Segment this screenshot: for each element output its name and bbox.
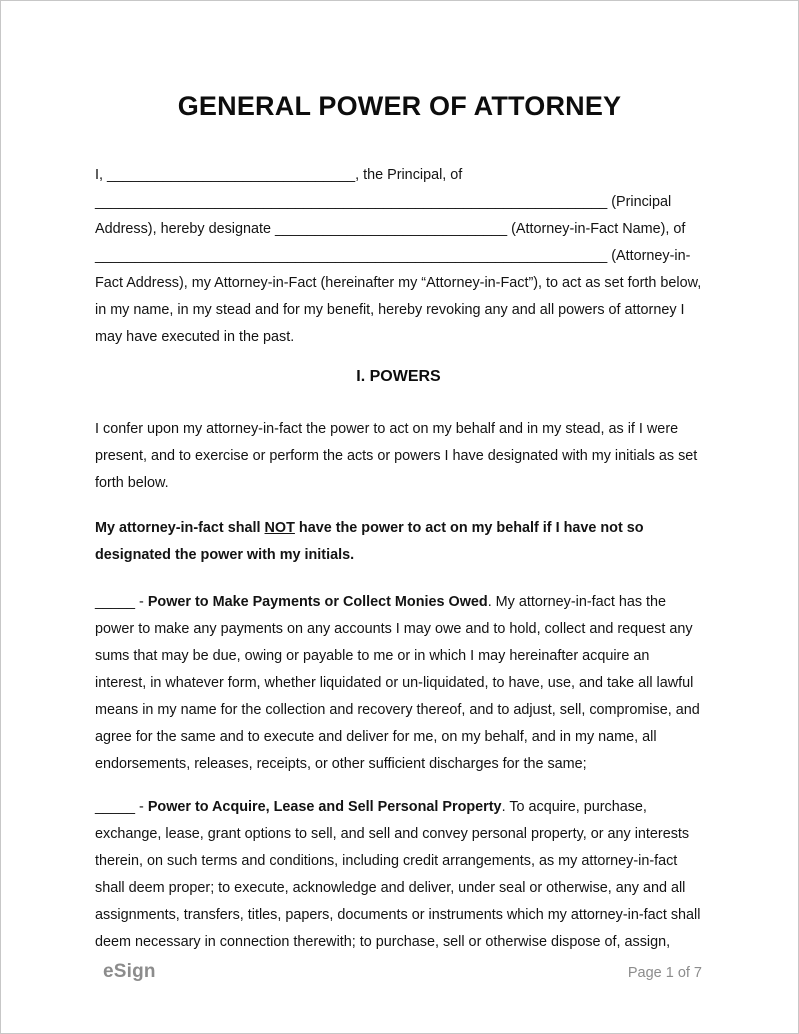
document-title: GENERAL POWER OF ATTORNEY [177,91,622,121]
initials-blank: _____ - [95,799,148,815]
notice-text-post: have the power to act on my behalf if I have not so designated the power with my initials. [95,520,644,563]
power-clause-name: Power to Make Payments or Collect Monies Owed [147,594,488,610]
page-footer [103,961,702,983]
power-clause-payments [95,589,702,778]
document-body [1,162,798,956]
notice-emphasis: NOT [264,520,295,536]
power-clause-personal-property [95,794,702,956]
notice-text-pre: My attorney-in-fact shall [95,520,265,536]
section-heading-powers: I. POWERS [356,368,441,385]
powers-intro-paragraph: I confer upon my attorney-in-fact the power to act on my behalf and in my stead, as if I were present, and to exercise or perform the acts or powers I have designated with my initials as set forth below. [95,421,698,491]
power-clause-body: . My attorney-in-fact has the power to make any payments on any accounts I may owe and to hold, collect and request any sums that may be due, owing or payable to me or in which I may hereinafter acquire an interest, in whatever form, whether liquidated or un-liquidated, to have, use, and take all lawful means in my name for the collection and recovery thereof, and to adjust, sell, compromise, and agree for the same and to execute and deliver for me, on my behalf, and in my name, all endorsements, releases, receipts, or other sufficient discharges for the same; [95,594,700,772]
intro-paragraph: I, _______________________________, the Principal, of ________________________________________________________________ (Principal Address), hereby designate _____________________________ (Attorney-in-Fact Name), of ________________________________________________________________ (Attorney-in-Fact Address), my Attorney-in-Fact (hereinafter my “Attorney-in-Fact”), to act as set forth below, in my name, in my stead and for my benefit, hereby revoking any and all powers of attorney I may have executed in the past. [95,167,702,345]
esign-brand-logo: eSign [103,961,156,982]
power-clause-name: Power to Acquire, Lease and Sell Personal Property [147,799,502,815]
page-indicator: Page 1 of 7 [627,965,702,981]
notice-paragraph [95,515,702,569]
power-clause-body: . To acquire, purchase, exchange, lease, grant options to sell, and sell and convey personal property, or any interests therein, on such terms and conditions, including credit arrangements, as my attorney-in-fact shall deem proper; to execute, acknowledge and deliver, under seal or otherwise, any and all assignments, transfers, titles, papers, documents or instruments which my attorney-in-fact shall deem necessary in connection therewith; to purchase, sell or otherwise dispose of, assign, [95,799,701,950]
initials-blank: _____ - [95,594,148,610]
